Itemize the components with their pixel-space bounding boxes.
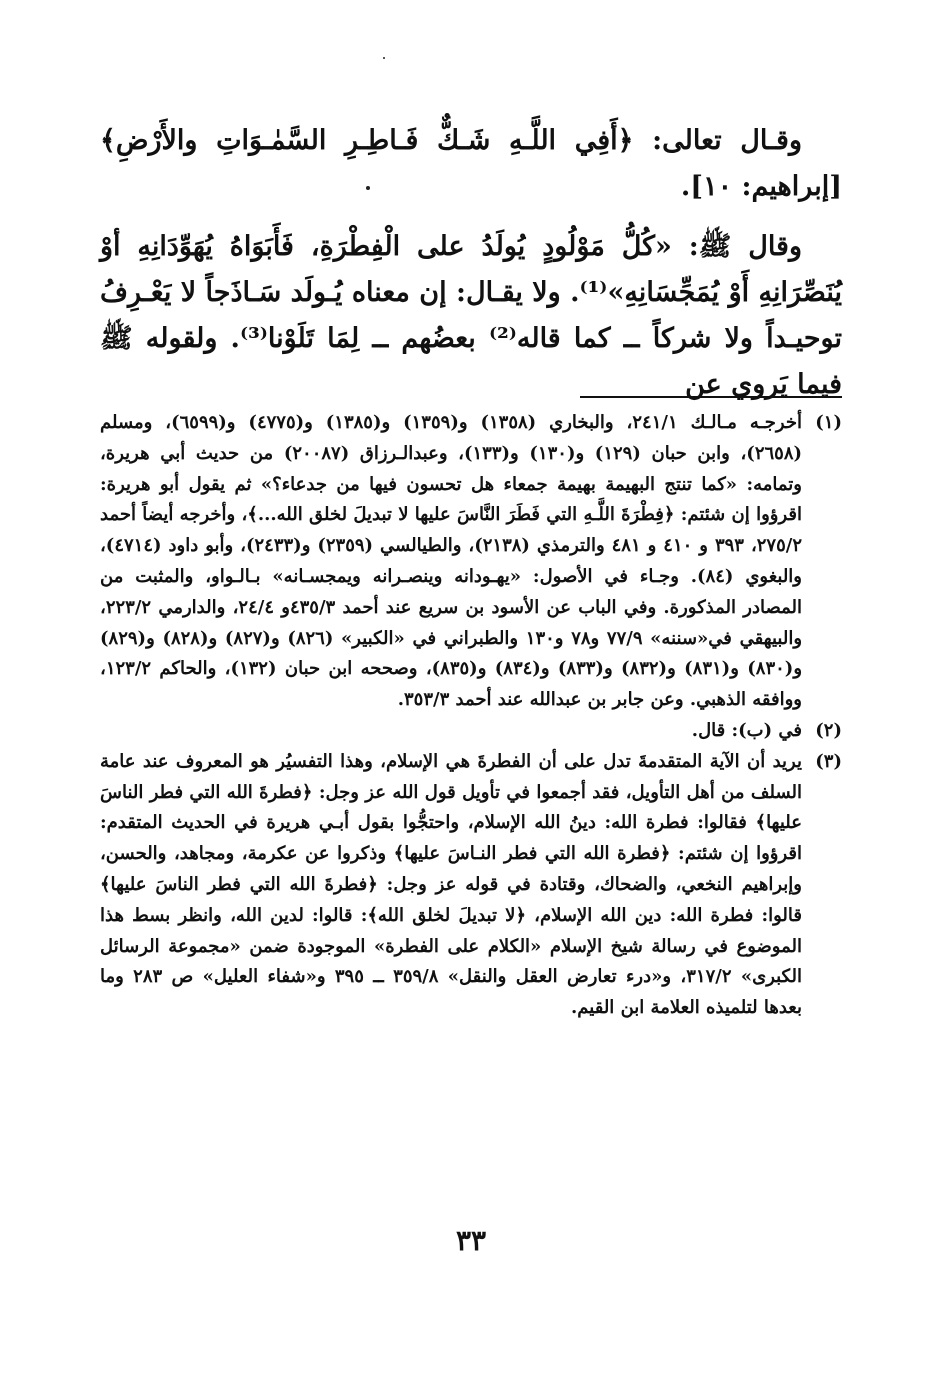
footnotes: [100, 408, 842, 1024]
footnote-2: [100, 716, 842, 747]
footnote-text: في (ب): قال.: [691, 719, 802, 741]
footnote-3: [100, 747, 842, 1024]
footnote-text: أخرجـه مـالـك ٢٤١/١، والبخاري (١٣٥٨) و(١٣٥٩) و(١٣٨٥) و(٤٧٧٥) و(٦٥٩٩)، ومسلم (٢٦٥٨)، وابن حبان (١٢٩) و(١٣٠) و(١٣٣)، وعبدالـرزاق (٢٠٠٨٧) من حديث أبي هريرة، وتمامه: «كما تنتج البهيمة بهيمة جمعاء هل تحسون فيها من جدعاء؟» ثم يقول أبو هريرة: اقرؤوا إن شئتم: ﴿فِطْرَةَ اللَّـهِ التي فَطَرَ النَّاسَ عليها لا تبديلَ لخلق الله...﴾، وأخرجه أيضاً أحمد ٢٧٥/٢، ٣٩٣ و ٤١٠ و ٤٨١ والترمذي (٢١٣٨)، والطيالسي (٢٣٥٩) و(٢٤٣٣)، وأبو داود (٤٧١٤)، والبغوي (٨٤). وجـاء في الأصول: «يهـودانه وينصـرانه ويمجسـانه» بـالـواو، والمثبت من المصادر المذكورة. وفي الباب عن الأسود بن سريع عند أحمد ٤٣٥/٣و ٢٤/٤، والدارمي ٢٢٣/٢، والبيهقي في«سننه» ٧٧/٩ و٧٨ و١٣٠ والطبراني في «الكبير» (٨٢٦) و(٨٢٧) و(٨٢٨) و(٨٢٩) و(٨٣٠) و(٨٣١) و(٨٣٢) و(٨٣٣) و(٨٣٤) و(٨٣٥)، وصححه ابن حبان (١٣٢)، والحاكم ١٢٣/٢، ووافقه الذهبي. وعن جابر بن عبدالله عند أحمد ٣٥٣/٣.: [100, 412, 803, 711]
footnote-number: (١): [815, 412, 842, 433]
footnote-1: [100, 408, 842, 716]
footnote-separator: [580, 396, 842, 398]
main-text: [100, 118, 842, 408]
speck-mark: [383, 57, 385, 59]
footnote-text: يريد أن الآية المتقدمةَ تدل على أن الفطرةَ هي الإسلام، وهذا التفسيُر هو المعروف عند عامة السلف من أهل التأويل، فقد أجمعوا في تأويل قول الله عز وجل: ﴿فطرةَ الله التي فطر الناسَ عليها﴾ فقالوا: فطرة الله: دينُ الله الإسلام، واحتجُّوا بقول أبـي هريرة في الحديث المتقدم: اقرؤوا إن شئتم: ﴿فطرة الله التي فطر النـاسَ عليها﴾ وذكروا عن عكرمة، ومجاهد، والحسن، وإبراهيم النخعي، والضحاك، وقتادة في قوله عز وجل: ﴿فطرةَ الله التي فطر الناسَ عليها﴾ قالوا: فطرة الله: دين الله الإسلام، ﴿لا تبديلَ لخلق الله﴾: قالوا: لدين الله، وانظر بسط هذا الموضوع في رسالة شيخ الإسلام «الكلام على الفطرة» الموجودة ضمن «مجموعة الرسائل الكبرى» ٣١٧/٢، و«درء تعارض العقل والنقل» ٣٥٩/٨ ــ ٣٩٥ و«شفاء العليل» ص ٢٨٣ وما بعدها لتلميذه العلامة ابن القيم.: [100, 750, 802, 1019]
main-paragraph-2: وقال ﷺ: «كُلُّ مَوْلُودٍ يُولَدُ على الْفِطْرَةِ، فَأَبَوَاهُ يُهَوِّدَانِهِ أوْ يُنَصِّرَانِهِ أَوْ يُمَجِّسَانِهِ»⁽¹⁾. ولا يقـال: إن معناه يُـولَد سَـاذَجاً لا يَعْـرِفُ توحيـداً ولا شركاً ــ كما قاله⁽²⁾ بعضُهم ــ لِمَا تَلَوْنا⁽³⁾. ولقوله ﷺ فيما يَروي عن: [100, 231, 843, 400]
main-paragraph-1: وقـال تعالى: ﴿أَفِي اللَّـهِ شَـكٌّ فَـاطِـرِ السَّمٰـوَاتِ والأَرْضِ﴾ [إبراهيم: ١٠].: [100, 125, 842, 202]
page-number: ٣٣: [455, 1224, 487, 1257]
book-page: [100, 118, 843, 1257]
footnote-number: (٣): [815, 750, 842, 772]
footnote-number: (٢): [815, 719, 842, 741]
